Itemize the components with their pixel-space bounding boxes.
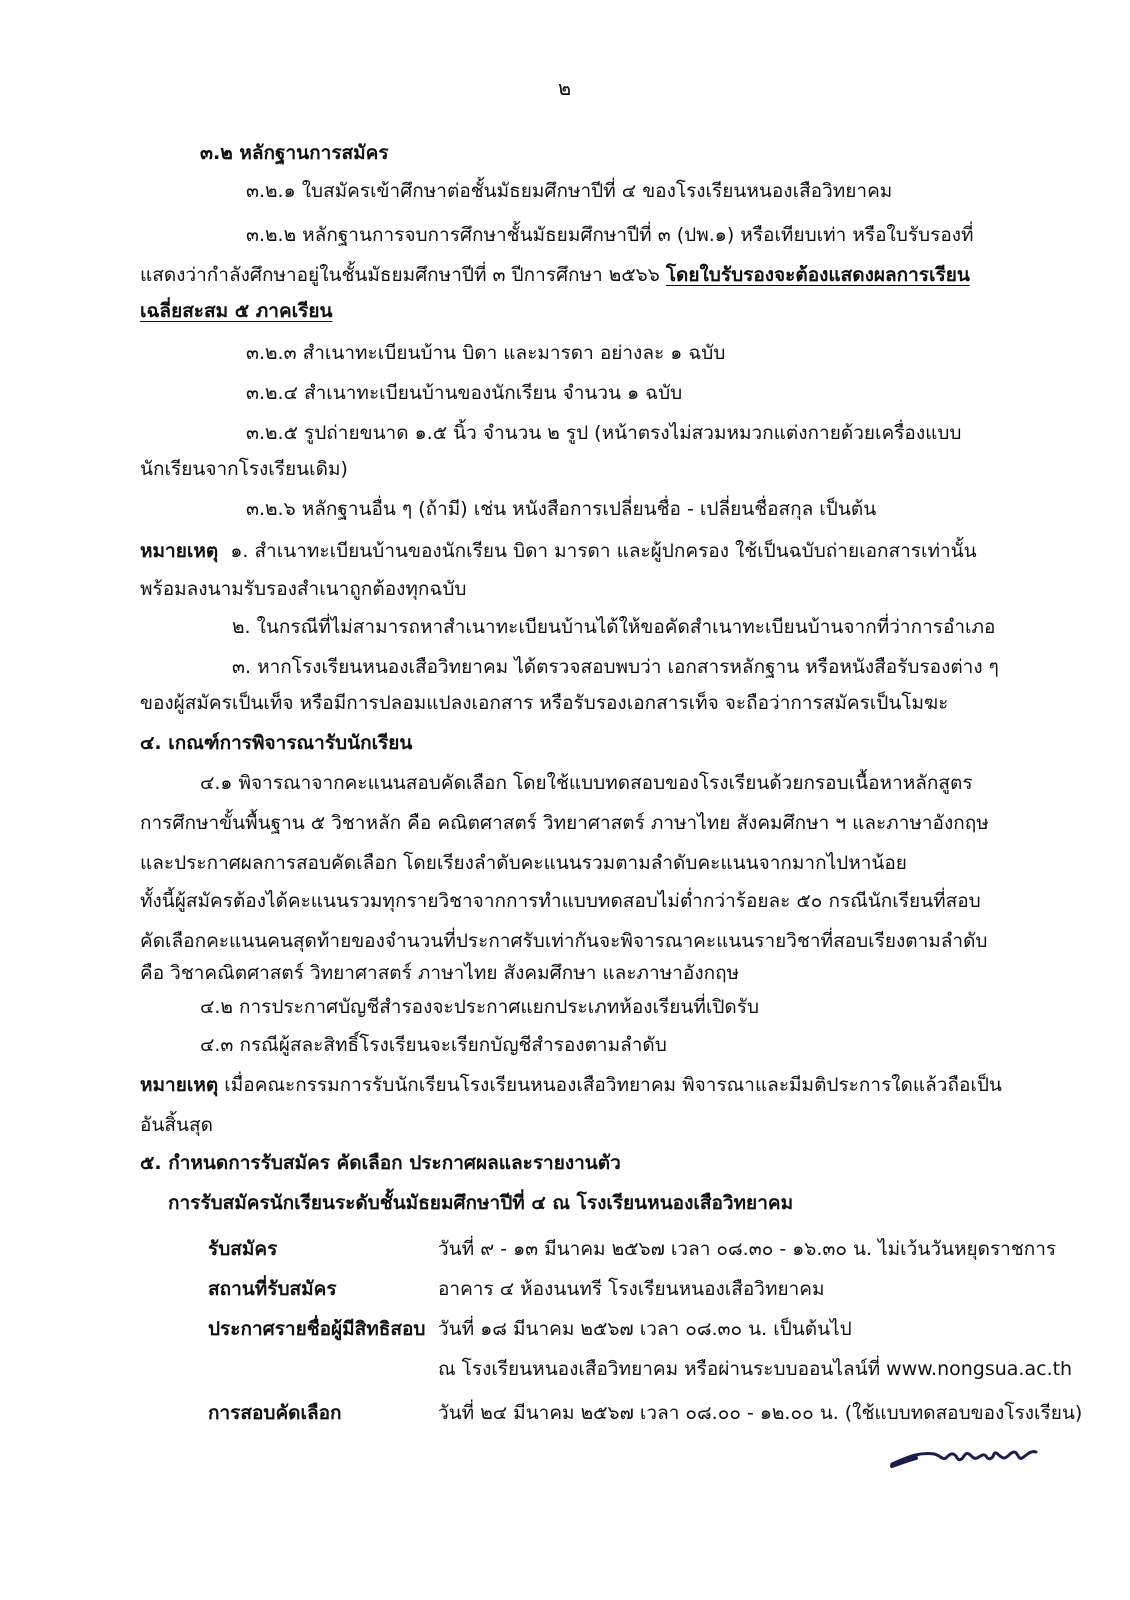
item-4-1-line1: ๔.๑ พิจารณาจากคะแนนสอบคัดเลือก โดยใช้แบบทดสอบของโรงเรียนด้วยกรอบเนื้อหาหลักสูตร	[200, 772, 973, 794]
item-3-2-5-line1: ๓.๒.๕ รูปถ่ายขนาด ๑.๕ นิ้ว จำนวน ๒ รูป (หน้าตรงไม่สวมหมวกแต่งกายด้วยเครื่องแบบ	[246, 422, 962, 444]
note-2-line1	[140, 1072, 1002, 1098]
schedule-value: วันที่ ๙ - ๑๓ มีนาคม ๒๕๖๗ เวลา ๐๘.๓๐ - ๑๖.๓๐ น. ไม่เว้นวันหยุดราชการ	[438, 1238, 1057, 1260]
item-3-2-6: ๓.๒.๖ หลักฐานอื่น ๆ (ถ้ามี) เช่น หนังสือการเปลี่ยนชื่อ - เปลี่ยนชื่อสกุล เป็นต้น	[246, 498, 877, 520]
item-4-1-line3: และประกาศผลการสอบคัดเลือก โดยเรียงลำดับคะแนนรวมตามลำดับคะแนนจากมากไปหาน้อย	[140, 852, 907, 874]
schedule-label: สถานที่รับสมัคร	[208, 1278, 337, 1300]
item-3-2-5-line2: นักเรียนจากโรงเรียนเดิม)	[140, 458, 348, 480]
note-1-item3-line1: ๓. หากโรงเรียนหนองเสือวิทยาคม ได้ตรวจสอบพบว่า เอกสารหลักฐาน หรือหนังสือรับรองต่าง ๆ	[232, 656, 999, 678]
section-5-heading: ๕. กำหนดการรับสมัคร คัดเลือก ประกาศผลและรายงานตัว	[140, 1152, 621, 1174]
schedule-label: การสอบคัดเลือก	[208, 1402, 342, 1424]
note-2-line2: อันสิ้นสุด	[140, 1114, 213, 1136]
note-2-text: เมื่อคณะกรรมการรับนักเรียนโรงเรียนหนองเสือวิทยาคม พิจารณาและมีมติประการใดแล้วถือเป็น	[224, 1074, 1002, 1096]
note-1-item3-line2: ของผู้สมัครเป็นเท็จ หรือมีการปลอมแปลงเอกสาร หรือรับรองเอกสารเท็จ จะถือว่าการสมัครเป็นโมฆะ	[140, 692, 949, 714]
item-3-2-2-line2	[140, 262, 970, 288]
schedule-value: ณ โรงเรียนหนองเสือวิทยาคม หรือผ่านระบบออนไลน์ที่ www.nongsua.ac.th	[438, 1358, 1073, 1380]
note-1-line1	[140, 538, 977, 564]
schedule-value: วันที่ ๒๔ มีนาคม ๒๕๖๗ เวลา ๐๘.๐๐ - ๑๒.๐๐ น. (ใช้แบบทดสอบของโรงเรียน)	[438, 1402, 1083, 1424]
item-3-2-1: ๓.๒.๑ ใบสมัครเข้าศึกษาต่อชั้นมัธยมศึกษาปีที่ ๔ ของโรงเรียนหนองเสือวิทยาคม	[246, 180, 893, 202]
item-4-2: ๔.๒ การประกาศบัญชีสำรองจะประกาศแยกประเภทห้องเรียนที่เปิดรับ	[200, 996, 760, 1018]
page-number: ๒	[558, 76, 572, 100]
section-5-subheading: การรับสมัครนักเรียนระดับชั้นมัธยมศึกษาปีที่ ๔ ณ โรงเรียนหนองเสือวิทยาคม	[168, 1192, 794, 1214]
section-3-2-heading: ๓.๒ หลักฐานการสมัคร	[200, 142, 389, 164]
item-3-2-2-text: แสดงว่ากำลังศึกษาอยู่ในชั้นมัธยมศึกษาปีที่ ๓ ปีการศึกษา ๒๕๖๖	[140, 264, 666, 286]
note-1-label: หมายเหตุ	[140, 540, 219, 562]
item-3-2-2-line1: ๓.๒.๒ หลักฐานการจบการศึกษาชั้นมัธยมศึกษาปีที่ ๓ (ปพ.๑) หรือเทียบเท่า หรือใบรับรองที่	[246, 224, 974, 246]
note-1-item1: ๑. สำเนาทะเบียนบ้านของนักเรียน บิดา มารดา และผู้ปกครอง ใช้เป็นฉบับถ่ายเอกสารเท่านั้น	[230, 540, 977, 562]
item-3-2-2-emphasis: โดยใบรับรองจะต้องแสดงผลการเรียน	[665, 264, 970, 286]
schedule-label: รับสมัคร	[208, 1238, 278, 1260]
item-3-2-4: ๓.๒.๔ สำเนาทะเบียนบ้านของนักเรียน จำนวน ๑ ฉบับ	[246, 382, 683, 404]
schedule-value: อาคาร ๔ ห้องนนทรี โรงเรียนหนองเสือวิทยาคม	[438, 1278, 825, 1300]
item-4-1-line2: การศึกษาขั้นพื้นฐาน ๕ วิชาหลัก คือ คณิตศาสตร์ วิทยาศาสตร์ ภาษาไทย สังคมศึกษา ฯ และภาษาอังกฤษ	[140, 812, 989, 834]
note-1-line2: พร้อมลงนามรับรองสำเนาถูกต้องทุกฉบับ	[140, 578, 467, 600]
schedule-label: ประกาศรายชื่อผู้มีสิทธิสอบ	[208, 1318, 426, 1340]
schedule-value: วันที่ ๑๘ มีนาคม ๒๕๖๗ เวลา ๐๘.๓๐ น. เป็นต้นไป	[438, 1318, 852, 1340]
signature-icon	[890, 1436, 1040, 1476]
item-4-3: ๔.๓ กรณีผู้สละสิทธิ์โรงเรียนจะเรียกบัญชีสำรองตามลำดับ	[200, 1034, 667, 1056]
note-2-label: หมายเหตุ	[140, 1074, 219, 1096]
item-3-2-2-line3: เฉลี่ยสะสม ๕ ภาคเรียน	[140, 300, 333, 322]
item-4-1-line4: ทั้งนี้ผู้สมัครต้องได้คะแนนรวมทุกรายวิชาจากการทำแบบทดสอบไม่ต่ำกว่าร้อยละ ๕๐ กรณีนักเรียนที่สอบ	[140, 890, 981, 912]
item-3-2-3: ๓.๒.๓ สำเนาทะเบียนบ้าน บิดา และมารดา อย่างละ ๑ ฉบับ	[246, 342, 726, 364]
note-1-item2: ๒. ในกรณีที่ไม่สามารถหาสำเนาทะเบียนบ้านได้ให้ขอคัดสำเนาทะเบียนบ้านจากที่ว่าการอำเภอ	[232, 616, 996, 638]
item-4-1-line6: คือ วิชาคณิตศาสตร์ วิทยาศาสตร์ ภาษาไทย สังคมศึกษา และภาษาอังกฤษ	[140, 962, 740, 984]
item-4-1-line5: คัดเลือกคะแนนคนสุดท้ายของจำนวนที่ประกาศรับเท่ากันจะพิจารณาคะแนนรายวิชาที่สอบเรียงตามลำดับ	[140, 930, 988, 952]
section-4-heading: ๔. เกณฑ์การพิจารณารับนักเรียน	[140, 732, 413, 754]
